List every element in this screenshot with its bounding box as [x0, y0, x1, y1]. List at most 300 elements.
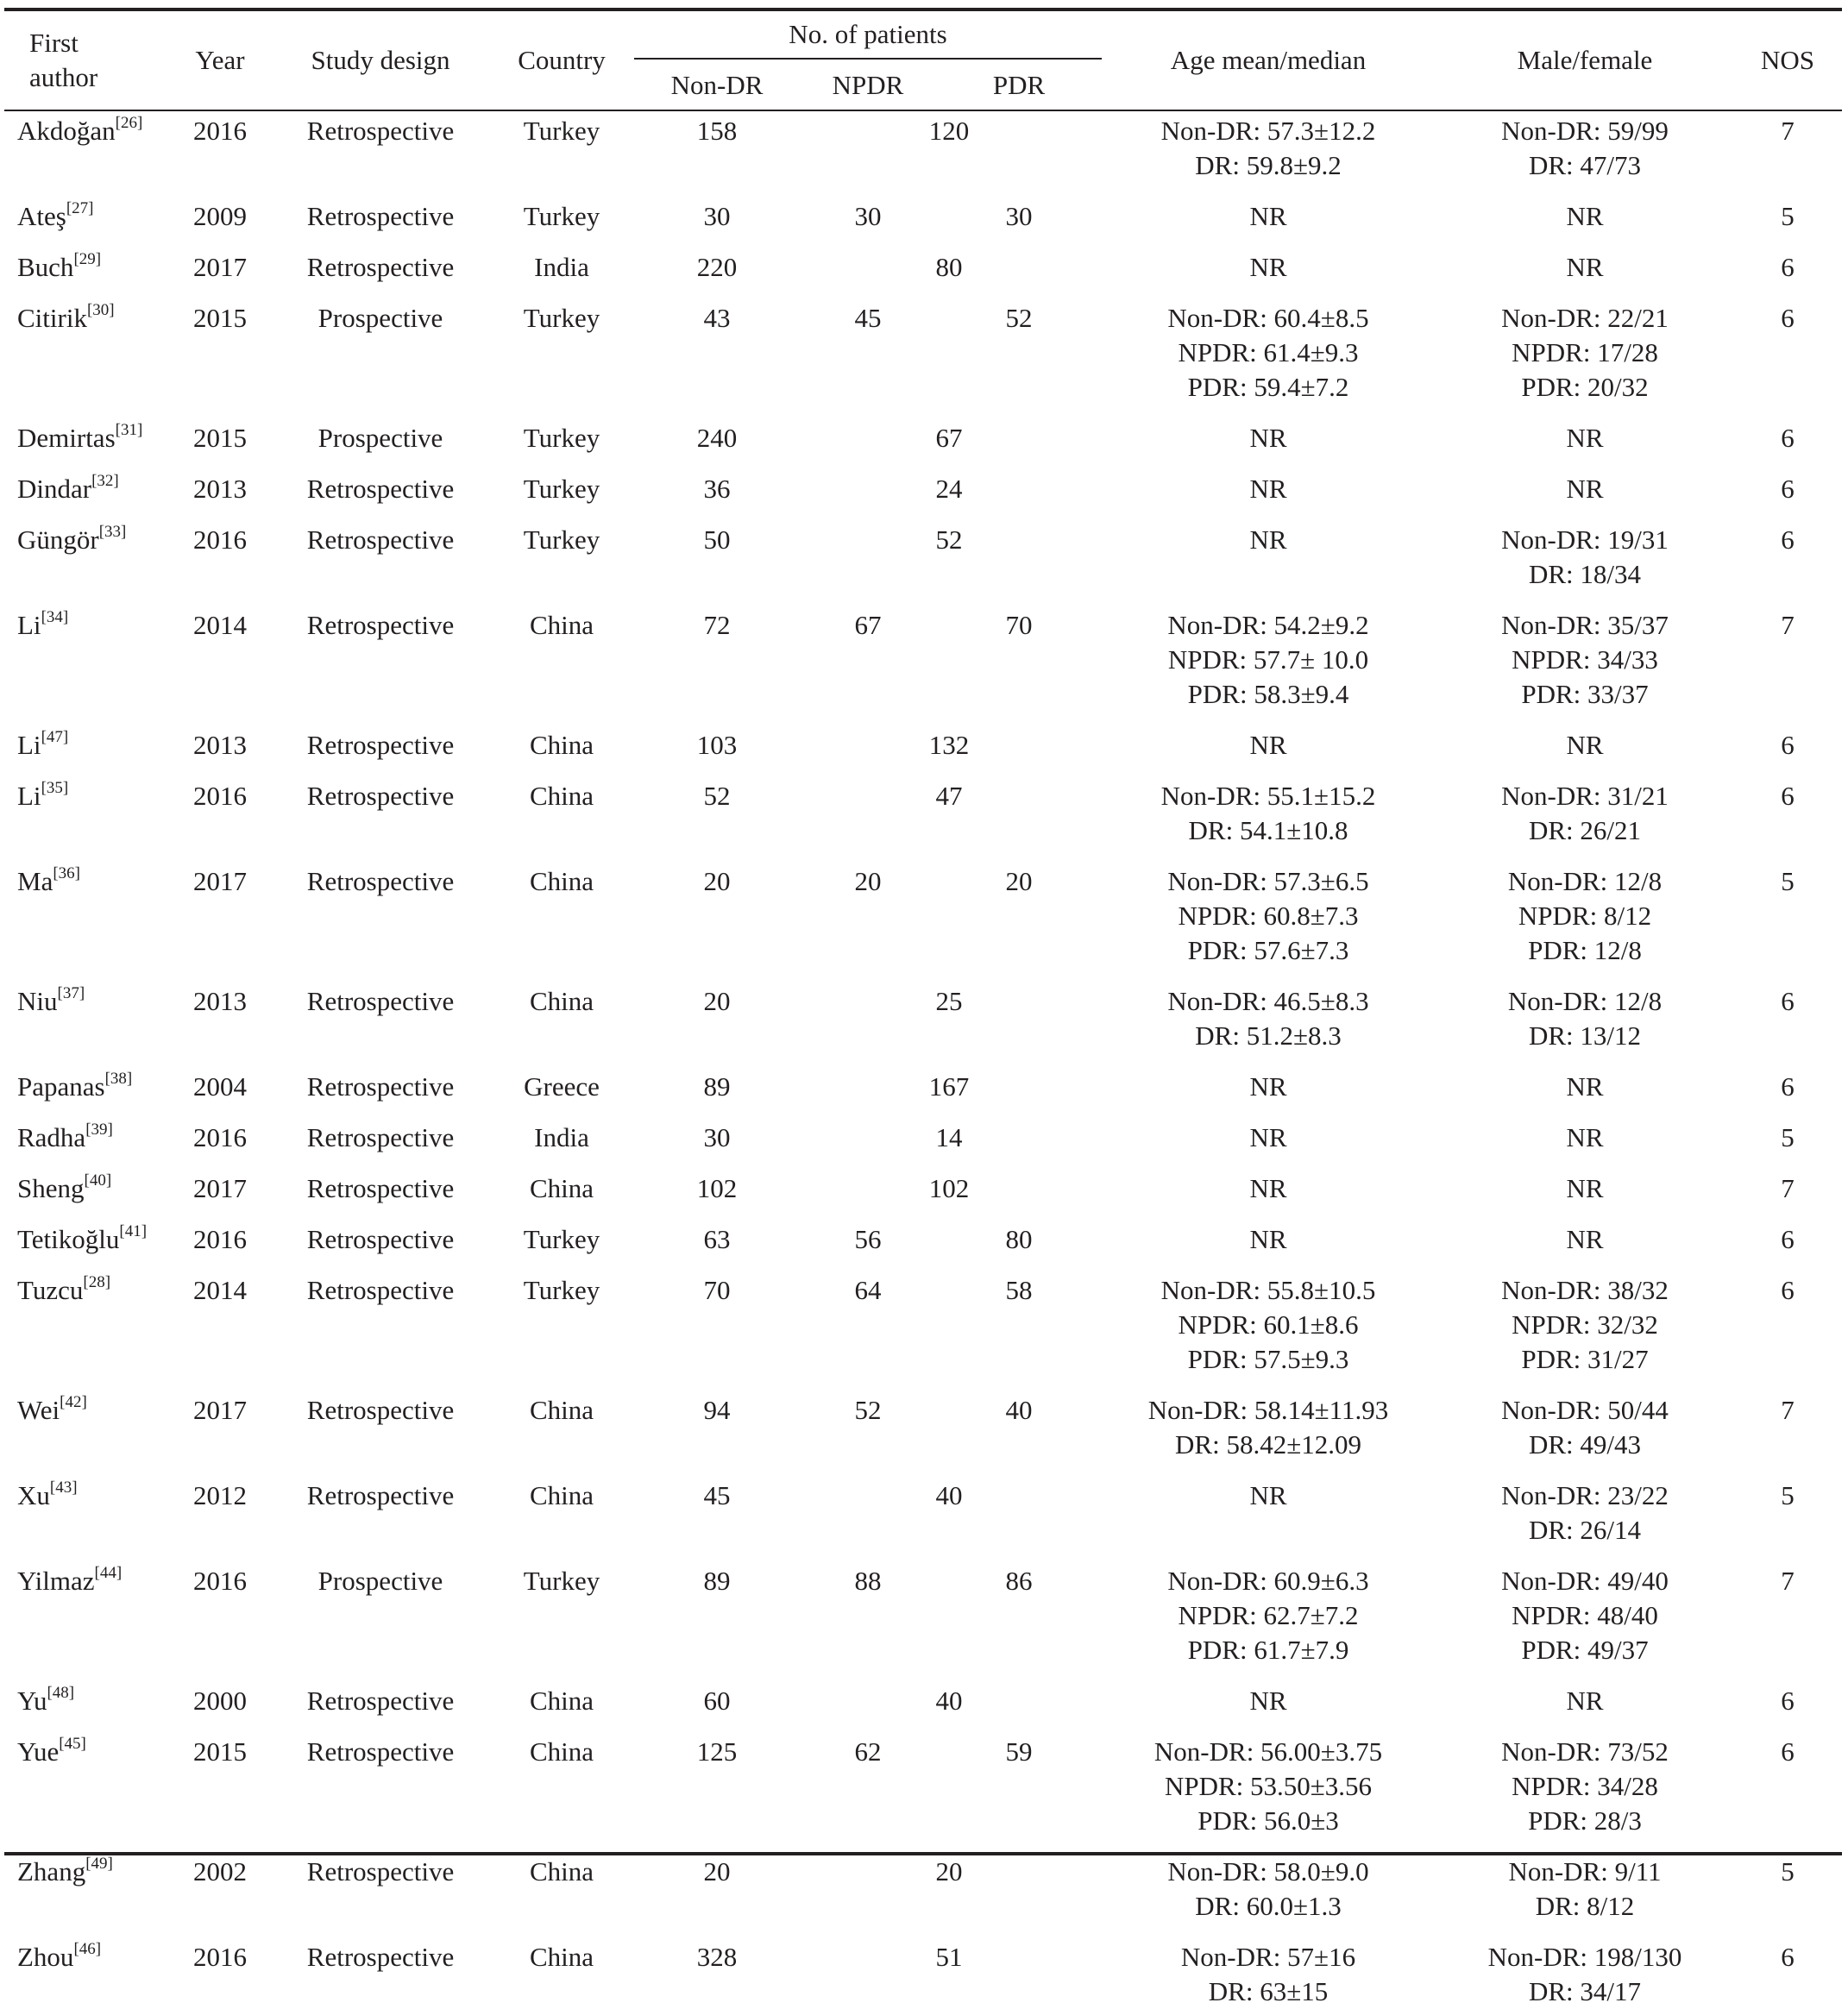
- age-cell-line: PDR: 57.6±7.3: [1187, 935, 1349, 965]
- dr-count-cell: 167: [928, 1071, 970, 1102]
- age-cell-line: Non-DR: 60.9±6.3: [1167, 1566, 1369, 1596]
- year-cell: 2017: [193, 1395, 247, 1425]
- male-female-cell: [1566, 250, 1603, 285]
- year-cell: 2016: [193, 116, 247, 146]
- first-author-cell: [17, 1684, 74, 1718]
- study-design-cell: Retrospective: [306, 1173, 455, 1203]
- header-pdr: PDR: [992, 70, 1046, 100]
- header-year: Year: [195, 45, 245, 75]
- first-author-cell: [17, 472, 119, 506]
- study-design-cell: Retrospective: [306, 1224, 455, 1254]
- male-female-cell-line: PDR: 12/8: [1528, 935, 1642, 965]
- age-cell: [1249, 523, 1286, 557]
- age-cell-line: NR: [1249, 1480, 1287, 1510]
- header-no-of-patients: No. of patients: [789, 19, 947, 49]
- year-cell: 2016: [193, 1942, 247, 1972]
- age-cell-line: Non-DR: 60.4±8.5: [1167, 303, 1369, 333]
- year-cell: 2016: [193, 1566, 247, 1596]
- non-dr-count-cell: 50: [703, 524, 731, 555]
- pdr-count-cell: 70: [1005, 610, 1033, 640]
- first-author-cell: [17, 114, 142, 148]
- male-female-cell-line: Non-DR: 198/130: [1487, 1942, 1682, 1972]
- reference-number: [47]: [41, 727, 69, 746]
- study-design-cell: Retrospective: [306, 1275, 455, 1305]
- nos-cell: 6: [1781, 1224, 1795, 1254]
- author-name: Tetikoğlu: [17, 1224, 120, 1254]
- country-cell: China: [529, 610, 594, 640]
- first-author-cell: [17, 1478, 78, 1513]
- reference-number: [32]: [91, 471, 119, 490]
- age-cell: [1249, 1222, 1286, 1257]
- header-first-author: First author: [29, 28, 98, 92]
- male-female-cell: [1488, 1940, 1682, 2009]
- age-cell: [1148, 1393, 1389, 1462]
- pdr-count-cell: 86: [1005, 1566, 1033, 1596]
- age-cell-line: NR: [1249, 423, 1287, 453]
- country-cell: Turkey: [523, 474, 600, 504]
- table-header-rule: [4, 110, 1842, 111]
- header-nos: NOS: [1760, 45, 1815, 75]
- first-author-cell: [17, 301, 115, 336]
- country-cell: China: [529, 1480, 594, 1510]
- author-name: Li: [17, 730, 41, 760]
- non-dr-count-cell: 30: [703, 201, 731, 231]
- non-dr-count-cell: 63: [703, 1224, 731, 1254]
- npdr-count-cell: 64: [854, 1275, 882, 1305]
- male-female-cell: [1508, 1855, 1661, 1924]
- year-cell: 2012: [193, 1480, 247, 1510]
- male-female-cell: [1566, 1070, 1603, 1104]
- study-design-cell: Retrospective: [306, 1856, 455, 1887]
- pdr-count-cell: 40: [1005, 1395, 1033, 1425]
- study-design-cell: Retrospective: [306, 986, 455, 1016]
- age-cell: [1167, 608, 1368, 712]
- age-cell-line: NPDR: 53.50±3.56: [1164, 1771, 1373, 1801]
- year-cell: 2016: [193, 1122, 247, 1152]
- study-design-cell: Retrospective: [306, 866, 455, 896]
- male-female-cell: [1501, 1478, 1669, 1548]
- age-cell-line: DR: 60.0±1.3: [1195, 1891, 1342, 1921]
- male-female-cell-line: DR: 8/12: [1535, 1891, 1635, 1921]
- age-cell-line: DR: 54.1±10.8: [1188, 815, 1348, 845]
- male-female-cell-line: Non-DR: 59/99: [1501, 116, 1669, 146]
- author-name: Zhou: [17, 1942, 74, 1972]
- study-design-cell: Prospective: [317, 423, 443, 453]
- nos-cell: 5: [1781, 866, 1795, 896]
- nos-cell: 6: [1781, 1686, 1795, 1716]
- age-cell: [1167, 984, 1368, 1053]
- header-non-dr: Non-DR: [670, 70, 764, 100]
- dr-count-cell: 24: [935, 474, 963, 504]
- dr-count-cell: 120: [928, 116, 970, 146]
- non-dr-count-cell: 20: [703, 986, 731, 1016]
- nos-cell: 7: [1781, 610, 1795, 640]
- reference-number: [44]: [94, 1563, 123, 1582]
- first-author-cell: [17, 779, 68, 813]
- header-study-design: Study design: [311, 45, 450, 75]
- male-female-cell: [1566, 472, 1603, 506]
- header-country: Country: [518, 45, 606, 75]
- age-cell-line: PDR: 56.0±3: [1197, 1805, 1339, 1836]
- year-cell: 2016: [193, 524, 247, 555]
- dr-count-cell: 25: [935, 986, 963, 1016]
- age-cell-line: Non-DR: 55.1±15.2: [1160, 781, 1376, 811]
- dr-count-cell: 132: [928, 730, 970, 760]
- non-dr-count-cell: 158: [696, 116, 738, 146]
- header-npdr: NPDR: [832, 70, 904, 100]
- male-female-cell-line: DR: 49/43: [1528, 1429, 1642, 1460]
- age-cell: [1249, 1478, 1286, 1513]
- age-cell-line: NR: [1249, 524, 1287, 555]
- age-cell-line: NR: [1249, 252, 1287, 282]
- reference-number: [39]: [85, 1120, 113, 1139]
- male-female-cell-line: Non-DR: 9/11: [1508, 1856, 1662, 1887]
- male-female-cell-line: Non-DR: 23/22: [1501, 1480, 1669, 1510]
- first-author-cell: [17, 608, 68, 643]
- male-female-cell-line: NR: [1566, 474, 1604, 504]
- author-name: Citirik: [17, 303, 87, 333]
- header-age: Age mean/median: [1170, 45, 1367, 75]
- study-design-cell: Retrospective: [306, 1686, 455, 1716]
- author-name: Li: [17, 781, 41, 811]
- male-female-cell-line: Non-DR: 12/8: [1507, 866, 1663, 896]
- male-female-cell-line: Non-DR: 31/21: [1501, 781, 1669, 811]
- year-cell: 2013: [193, 474, 247, 504]
- reference-number: [49]: [85, 1854, 113, 1873]
- non-dr-count-cell: 30: [703, 1122, 731, 1152]
- author-name: Niu: [17, 986, 58, 1016]
- country-cell: Turkey: [523, 1224, 600, 1254]
- male-female-cell-line: PDR: 20/32: [1521, 372, 1649, 402]
- male-female-cell: [1566, 199, 1603, 234]
- study-design-cell: Retrospective: [306, 1071, 455, 1102]
- npdr-count-cell: 88: [854, 1566, 882, 1596]
- first-author-cell: [17, 421, 142, 455]
- study-design-cell: Retrospective: [306, 1480, 455, 1510]
- npdr-count-cell: 67: [854, 610, 882, 640]
- reference-number: [46]: [73, 1939, 102, 1958]
- patients-spanner-rule: [634, 58, 1102, 60]
- country-cell: Turkey: [523, 524, 600, 555]
- dr-count-cell: 67: [935, 423, 963, 453]
- age-cell-line: Non-DR: 54.2±9.2: [1167, 610, 1369, 640]
- male-female-cell-line: PDR: 31/27: [1521, 1344, 1649, 1374]
- male-female-cell-line: NR: [1566, 423, 1604, 453]
- author-name: Akdoğan: [17, 116, 116, 146]
- dr-count-cell: 51: [935, 1942, 963, 1972]
- pdr-count-cell: 58: [1005, 1275, 1033, 1305]
- study-design-cell: Retrospective: [306, 1736, 455, 1767]
- country-cell: India: [534, 1122, 589, 1152]
- reference-number: [33]: [98, 522, 127, 541]
- male-female-cell-line: Non-DR: 35/37: [1501, 610, 1669, 640]
- age-cell-line: Non-DR: 58.0±9.0: [1167, 1856, 1369, 1887]
- year-cell: 2017: [193, 252, 247, 282]
- first-author-cell: [17, 1273, 110, 1308]
- reference-number: [26]: [115, 113, 143, 132]
- age-cell: [1249, 1070, 1286, 1104]
- age-cell: [1249, 472, 1286, 506]
- age-cell-line: Non-DR: 57.3±6.5: [1167, 866, 1369, 896]
- reference-number: [45]: [59, 1734, 86, 1753]
- year-cell: 2015: [193, 423, 247, 453]
- pdr-count-cell: 30: [1005, 201, 1033, 231]
- study-design-cell: Retrospective: [306, 1122, 455, 1152]
- male-female-cell: [1566, 1171, 1603, 1206]
- first-author-cell: [17, 1121, 113, 1155]
- male-female-cell: [1566, 1222, 1603, 1257]
- author-name: Güngör: [17, 524, 99, 555]
- male-female-cell-line: NR: [1566, 730, 1604, 760]
- nos-cell: 6: [1781, 986, 1795, 1016]
- country-cell: Greece: [524, 1071, 600, 1102]
- study-design-cell: Retrospective: [306, 116, 455, 146]
- author-name: Buch: [17, 252, 74, 282]
- age-cell-line: Non-DR: 55.8±10.5: [1160, 1275, 1376, 1305]
- author-name: Yu: [17, 1686, 47, 1716]
- age-cell-line: PDR: 58.3±9.4: [1187, 679, 1349, 709]
- age-cell-line: NPDR: 60.8±7.3: [1178, 901, 1359, 931]
- country-cell: China: [529, 986, 594, 1016]
- year-cell: 2009: [193, 201, 247, 231]
- age-cell: [1167, 1564, 1368, 1667]
- male-female-cell-line: NPDR: 8/12: [1518, 901, 1652, 931]
- author-name: Radha: [17, 1122, 86, 1152]
- male-female-cell-line: NR: [1566, 1686, 1604, 1716]
- male-female-cell-line: NR: [1566, 1071, 1604, 1102]
- age-cell-line: NR: [1249, 1071, 1287, 1102]
- nos-cell: 6: [1781, 303, 1795, 333]
- nos-cell: 6: [1781, 474, 1795, 504]
- pdr-count-cell: 20: [1005, 866, 1033, 896]
- first-author-cell: [17, 984, 85, 1019]
- age-cell: [1249, 199, 1286, 234]
- male-female-cell-line: NR: [1566, 252, 1604, 282]
- country-cell: Turkey: [523, 303, 600, 333]
- author-name: Ma: [17, 866, 53, 896]
- dr-count-cell: 40: [935, 1480, 963, 1510]
- reference-number: [42]: [60, 1392, 87, 1411]
- study-design-cell: Prospective: [317, 303, 443, 333]
- reference-number: [43]: [49, 1478, 78, 1497]
- reference-number: [28]: [83, 1272, 111, 1291]
- country-cell: China: [529, 730, 594, 760]
- age-cell-line: NR: [1249, 730, 1287, 760]
- reference-number: [48]: [47, 1683, 75, 1702]
- pdr-count-cell: 80: [1005, 1224, 1033, 1254]
- age-cell: [1249, 1121, 1286, 1155]
- age-cell: [1249, 728, 1286, 763]
- male-female-cell: [1566, 421, 1603, 455]
- non-dr-count-cell: 45: [703, 1480, 731, 1510]
- non-dr-count-cell: 125: [696, 1736, 738, 1767]
- age-cell-line: NR: [1249, 1173, 1287, 1203]
- year-cell: 2014: [193, 610, 247, 640]
- first-author-cell: [17, 1171, 111, 1206]
- male-female-cell: [1566, 1121, 1603, 1155]
- age-cell-line: NR: [1249, 201, 1287, 231]
- male-female-cell-line: NPDR: 34/33: [1512, 644, 1658, 675]
- age-cell: [1161, 1273, 1376, 1377]
- male-female-cell-line: DR: 18/34: [1528, 559, 1642, 589]
- age-cell: [1167, 1855, 1368, 1924]
- non-dr-count-cell: 70: [703, 1275, 731, 1305]
- npdr-count-cell: 56: [854, 1224, 882, 1254]
- male-female-cell: [1501, 779, 1669, 848]
- author-name: Dindar: [17, 474, 92, 504]
- nos-cell: 6: [1781, 781, 1795, 811]
- first-author-cell: [17, 199, 93, 234]
- male-female-cell-line: NPDR: 34/28: [1512, 1771, 1658, 1801]
- age-cell-line: Non-DR: 56.00±3.75: [1153, 1736, 1383, 1767]
- age-cell-line: NPDR: 57.7± 10.0: [1167, 644, 1369, 675]
- male-female-cell-line: DR: 26/14: [1528, 1515, 1642, 1545]
- non-dr-count-cell: 89: [703, 1566, 731, 1596]
- age-cell: [1154, 1735, 1382, 1838]
- first-author-cell: [17, 728, 68, 763]
- author-name: Sheng: [17, 1173, 85, 1203]
- male-female-cell-line: Non-DR: 73/52: [1501, 1736, 1669, 1767]
- non-dr-count-cell: 60: [703, 1686, 731, 1716]
- non-dr-count-cell: 103: [696, 730, 738, 760]
- author-name: Zhang: [17, 1856, 86, 1887]
- age-cell-line: PDR: 61.7±7.9: [1187, 1635, 1349, 1665]
- age-cell: [1181, 1940, 1355, 2009]
- male-female-cell-line: NR: [1566, 1122, 1604, 1152]
- male-female-cell-line: DR: 34/17: [1528, 1976, 1642, 2006]
- dr-count-cell: 52: [935, 524, 963, 555]
- country-cell: Turkey: [523, 1566, 600, 1596]
- country-cell: China: [529, 866, 594, 896]
- non-dr-count-cell: 36: [703, 474, 731, 504]
- age-cell-line: PDR: 59.4±7.2: [1187, 372, 1349, 402]
- non-dr-count-cell: 72: [703, 610, 731, 640]
- first-author-cell: [17, 1564, 122, 1598]
- male-female-cell-line: NR: [1566, 201, 1604, 231]
- year-cell: 2013: [193, 986, 247, 1016]
- age-cell-line: NPDR: 62.7±7.2: [1178, 1600, 1359, 1630]
- nos-cell: 7: [1781, 1566, 1795, 1596]
- study-design-cell: Retrospective: [306, 730, 455, 760]
- male-female-cell-line: PDR: 49/37: [1521, 1635, 1649, 1665]
- country-cell: China: [529, 1395, 594, 1425]
- country-cell: China: [529, 1856, 594, 1887]
- nos-cell: 6: [1781, 524, 1795, 555]
- non-dr-count-cell: 94: [703, 1395, 731, 1425]
- male-female-cell: [1566, 1684, 1603, 1718]
- reference-number: [37]: [57, 983, 85, 1002]
- nos-cell: 6: [1781, 252, 1795, 282]
- pdr-count-cell: 52: [1005, 303, 1033, 333]
- first-author-cell: [17, 1940, 101, 1974]
- dr-count-cell: 102: [928, 1173, 970, 1203]
- year-cell: 2004: [193, 1071, 247, 1102]
- country-cell: Turkey: [523, 201, 600, 231]
- nos-cell: 6: [1781, 1942, 1795, 1972]
- male-female-cell: [1501, 301, 1669, 405]
- author-name: Tuzcu: [17, 1275, 84, 1305]
- npdr-count-cell: 45: [854, 303, 882, 333]
- age-cell: [1161, 779, 1376, 848]
- author-name: Ateş: [17, 201, 66, 231]
- reference-number: [40]: [84, 1171, 112, 1190]
- reference-number: [35]: [41, 778, 69, 797]
- country-cell: China: [529, 1942, 594, 1972]
- header-sex: Male/female: [1517, 45, 1653, 75]
- year-cell: 2015: [193, 303, 247, 333]
- male-female-cell: [1501, 114, 1669, 183]
- first-author-cell: [17, 1735, 86, 1769]
- age-cell-line: Non-DR: 58.14±11.93: [1147, 1395, 1389, 1425]
- age-cell: [1161, 114, 1376, 183]
- first-author-cell: [17, 1855, 113, 1889]
- nos-cell: 6: [1781, 730, 1795, 760]
- author-name: Papanas: [17, 1071, 105, 1102]
- non-dr-count-cell: 328: [696, 1942, 738, 1972]
- nos-cell: 5: [1781, 1856, 1795, 1887]
- nos-cell: 6: [1781, 1275, 1795, 1305]
- non-dr-count-cell: 220: [696, 252, 738, 282]
- age-cell-line: NR: [1249, 474, 1287, 504]
- male-female-cell-line: DR: 26/21: [1528, 815, 1642, 845]
- author-name: Yue: [17, 1736, 60, 1767]
- age-cell-line: NR: [1249, 1224, 1287, 1254]
- nos-cell: 7: [1781, 116, 1795, 146]
- study-design-cell: Retrospective: [306, 781, 455, 811]
- country-cell: China: [529, 781, 594, 811]
- age-cell-line: NPDR: 61.4±9.3: [1178, 337, 1359, 367]
- age-cell-line: DR: 51.2±8.3: [1195, 1020, 1342, 1051]
- male-female-cell-line: NPDR: 48/40: [1512, 1600, 1658, 1630]
- male-female-cell-line: DR: 47/73: [1528, 150, 1642, 180]
- male-female-cell: [1501, 1735, 1669, 1838]
- non-dr-count-cell: 52: [703, 781, 731, 811]
- age-cell-line: NPDR: 60.1±8.6: [1178, 1309, 1359, 1340]
- dr-count-cell: 47: [935, 781, 963, 811]
- male-female-cell-line: PDR: 33/37: [1521, 679, 1649, 709]
- first-author-cell: [17, 864, 80, 899]
- male-female-cell-line: NR: [1566, 1224, 1604, 1254]
- age-cell: [1249, 1171, 1286, 1206]
- year-cell: 2016: [193, 1224, 247, 1254]
- male-female-cell-line: NPDR: 32/32: [1512, 1309, 1658, 1340]
- nos-cell: 5: [1781, 201, 1795, 231]
- age-cell: [1249, 1684, 1286, 1718]
- male-female-cell-line: NR: [1566, 1173, 1604, 1203]
- country-cell: Turkey: [523, 116, 600, 146]
- age-cell: [1249, 250, 1286, 285]
- country-cell: China: [529, 1173, 594, 1203]
- npdr-count-cell: 52: [854, 1395, 882, 1425]
- male-female-cell: [1508, 984, 1662, 1053]
- study-design-cell: Retrospective: [306, 1942, 455, 1972]
- male-female-cell-line: PDR: 28/3: [1528, 1805, 1642, 1836]
- male-female-cell: [1566, 728, 1603, 763]
- dr-count-cell: 80: [935, 252, 963, 282]
- male-female-cell: [1501, 523, 1669, 592]
- reference-number: [30]: [86, 300, 115, 319]
- npdr-count-cell: 20: [854, 866, 882, 896]
- pdr-count-cell: 59: [1005, 1736, 1033, 1767]
- country-cell: Turkey: [523, 423, 600, 453]
- year-cell: 2017: [193, 866, 247, 896]
- age-cell-line: DR: 58.42±12.09: [1175, 1429, 1361, 1460]
- dr-count-cell: 40: [935, 1686, 963, 1716]
- nos-cell: 6: [1781, 1071, 1795, 1102]
- male-female-cell-line: DR: 13/12: [1528, 1020, 1642, 1051]
- first-author-cell: [17, 1222, 147, 1257]
- year-cell: 2016: [193, 781, 247, 811]
